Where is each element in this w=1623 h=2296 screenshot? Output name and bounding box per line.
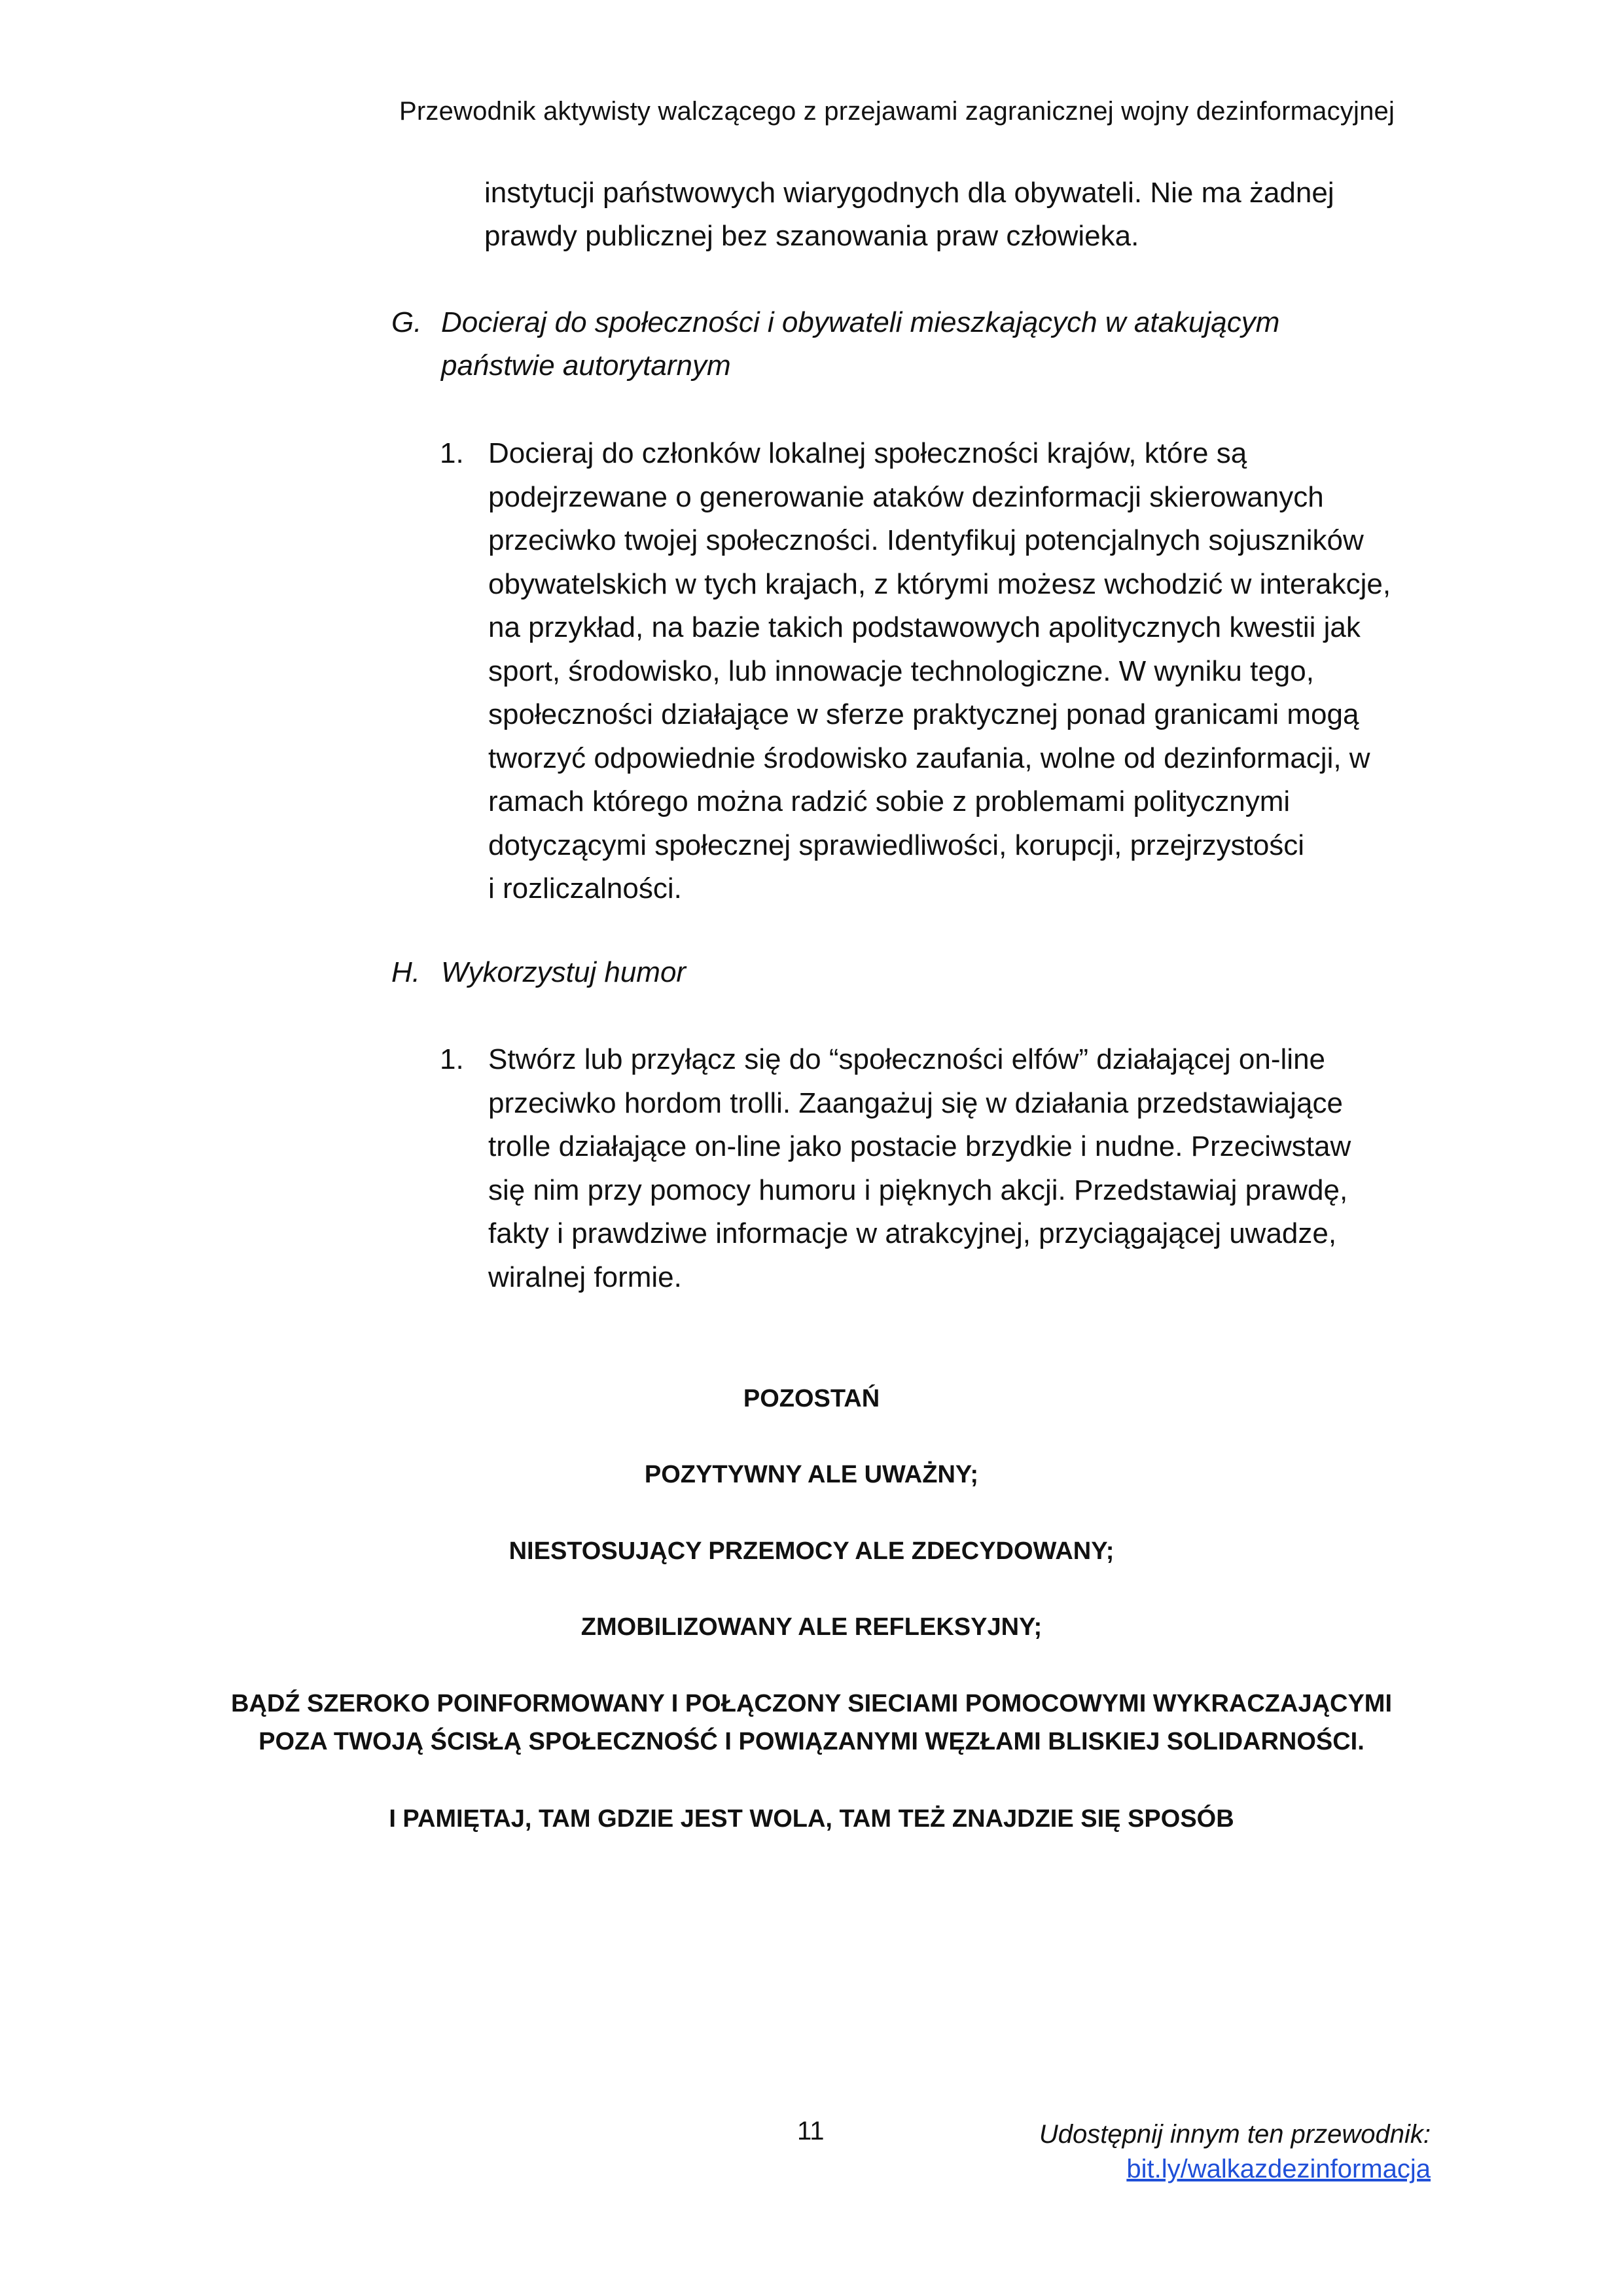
- section-letter: G.: [391, 306, 422, 338]
- list-number: 1.: [440, 1043, 464, 1075]
- list-item-body: [488, 432, 1457, 911]
- list-item-line: społeczności działające w sferze praktycznej ponad granicami mogą: [488, 698, 1359, 730]
- list-item-body: [488, 1038, 1457, 1299]
- list-item-line: ramach którego można radzić sobie z problemami politycznymi: [488, 785, 1291, 817]
- list-item-line: Stwórz lub przyłącz się do “społeczności elfów” działającej on-line: [488, 1043, 1326, 1075]
- closing-line-3: NIESTOSUJĄCY PRZEMOCY ALE ZDECYDOWANY;: [508, 1537, 1115, 1565]
- list-item-line: na przykład, na bazie takich podstawowych apolitycznych kwestii jak: [488, 611, 1361, 643]
- section-title: [441, 951, 1357, 994]
- list-item-line: i rozliczalności.: [488, 872, 682, 905]
- list-item-line: podejrzewane o generowanie ataków dezinformacji skierowanych: [488, 480, 1324, 513]
- list-item-line: przeciwko hordom trolli. Zaangażuj się w działania przedstawiające: [488, 1086, 1343, 1119]
- section-letter: H.: [391, 956, 420, 988]
- share-text: Udostępnij innym ten przewodnik:: [1039, 2120, 1431, 2149]
- closing-line-1: POZOSTAŃ: [743, 1385, 880, 1412]
- running-header: Przewodnik aktywisty walczącego z przejawami zagranicznej wojny dezinformacyjnej: [399, 97, 1395, 126]
- list-item-line: dotyczącymi społecznej sprawiedliwości, korupcji, przejrzystości: [488, 829, 1305, 861]
- closing-line-5a: BĄDŹ SZEROKO POINFORMOWANY I POŁĄCZONY SIECIAMI POMOCOWYMI WYKRACZAJĄCYMI: [230, 1690, 1393, 1717]
- list-item-line: Docieraj do członków lokalnej społeczności krajów, które są: [488, 437, 1247, 469]
- list-item-line: trolle działające on-line jako postacie brzydkie i nudne. Przeciwstaw: [488, 1130, 1351, 1162]
- closing-line-6: I PAMIĘTAJ, TAM GDZIE JEST WOLA, TAM TEŻ ZNAJDZIE SIĘ SPOSÓB: [389, 1805, 1234, 1833]
- list-item-line: fakty i prawdziwe informacje w atrakcyjnej, przyciągającej uwadze,: [488, 1217, 1337, 1249]
- list-item-line: się nim przy pomocy humoru i pięknych akcji. Przedstawiaj prawdę,: [488, 1174, 1348, 1206]
- page-number: 11: [797, 2117, 825, 2145]
- list-item-line: obywatelskich w tych krajach, z którymi możesz wchodzić w interakcje,: [488, 567, 1391, 600]
- share-link[interactable]: bit.ly/walkazdezinformacja: [1126, 2155, 1431, 2183]
- list-item-line: przeciwko twojej społeczności. Identyfikuj potencjalnych sojuszników: [488, 524, 1364, 556]
- section-title: [441, 301, 1357, 387]
- list-item-line: tworzyć odpowiednie środowisko zaufania, wolne od dezinformacji, w: [488, 742, 1370, 774]
- list-item-line: sport, środowisko, lub innowacje technologiczne. W wyniku tego,: [488, 655, 1314, 687]
- list-number: 1.: [440, 437, 464, 469]
- continuation-paragraph: [484, 171, 1453, 258]
- paragraph-line: prawdy publicznej bez szanowania praw człowieka.: [484, 220, 1139, 252]
- closing-line-4: ZMOBILIZOWANY ALE REFLEKSYJNY;: [580, 1613, 1043, 1641]
- closing-line-5b: POZA TWOJĄ ŚCISŁĄ SPOŁECZNOŚĆ I POWIĄZANYMI WĘZŁAMI BLISKIEJ SOLIDARNOŚCI.: [259, 1728, 1364, 1755]
- list-item-line: wiralnej formie.: [488, 1261, 682, 1293]
- section-title-line: państwie autorytarnym: [441, 350, 731, 382]
- section-title-line: Wykorzystuj humor: [441, 956, 687, 988]
- paragraph-line: instytucji państwowych wiarygodnych dla obywateli. Nie ma żadnej: [484, 177, 1334, 209]
- closing-line-2: POZYTYWNY ALE UWAŻNY;: [644, 1461, 979, 1488]
- section-title-line: Docieraj do społeczności i obywateli mieszkających w atakującym: [441, 306, 1280, 338]
